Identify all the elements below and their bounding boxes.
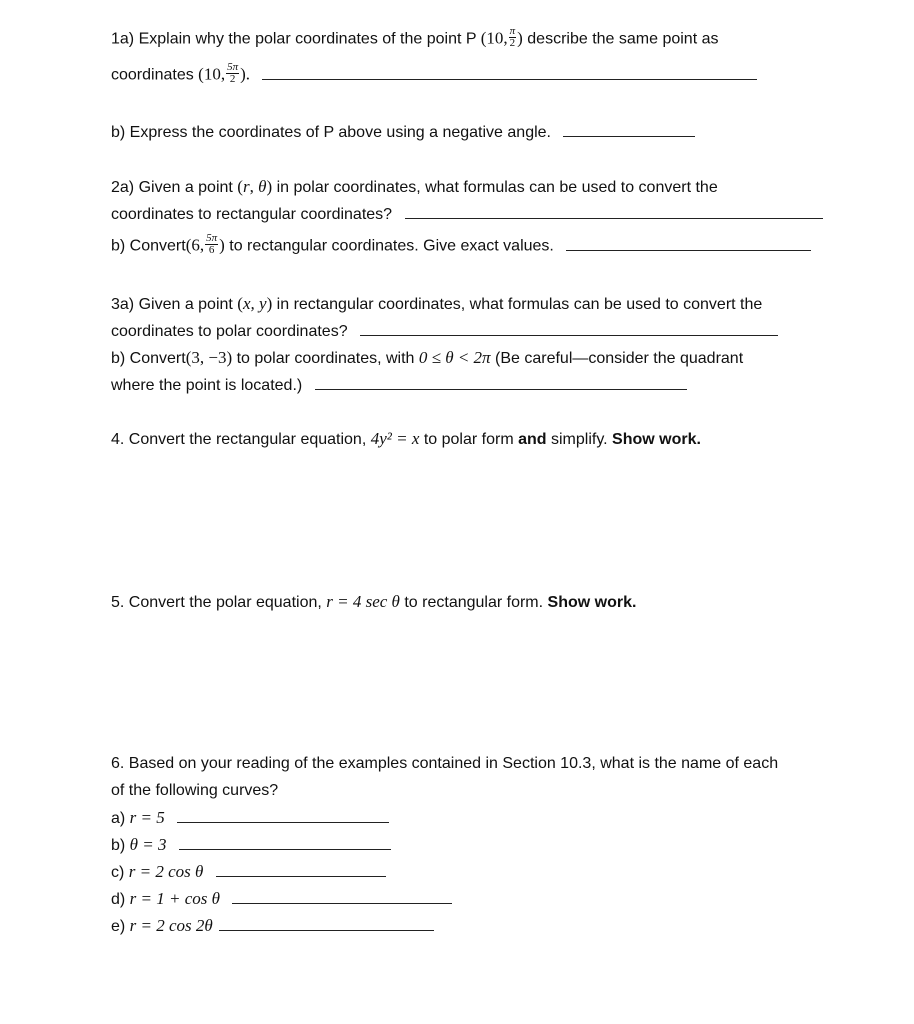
q3a-answer-blank[interactable] [360, 321, 778, 336]
q4-line: 4. Convert the rectangular equation, 4y² = x to polar form and simplify. Show work. [111, 429, 701, 448]
q6-line2: of the following curves? [111, 782, 279, 799]
q1a-theta2-fraction: $\frac{5\pi}{2}$ [227, 61, 239, 85]
q2a-line2: coordinates to rectangular coordinates? [111, 204, 823, 225]
q1a-answer-blank[interactable] [262, 65, 757, 80]
q6-item-a: a) r = 5 [111, 808, 389, 829]
q6-line1: 6. Based on your reading of the examples contained in Section 10.3, what is the name of each [111, 755, 779, 772]
q3a-line2: coordinates to polar coordinates? [111, 321, 778, 342]
q3b-line1: b) Convert(3, −3) to polar coordinates, with 0 ≤ θ < 2π (Be careful—consider the quadrant [111, 348, 744, 367]
q6a-answer-blank[interactable] [177, 808, 389, 823]
q1a-line2: coordinates (10, $\frac{5\pi}{2}$ ). [111, 64, 757, 87]
q6-item-c: c) r = 2 cos θ [111, 862, 386, 883]
q2a-line1: 2a) Given a point (r, θ) in polar coordinates, what formulas can be used to convert the [111, 177, 718, 196]
q2b-theta-fraction: $\frac{5\pi}{6}$ [206, 232, 218, 256]
q3b-line2: where the point is located.) [111, 375, 687, 396]
q1a-point-r: 10, [486, 28, 508, 48]
q1b-line: b) Express the coordinates of P above using a negative angle. [111, 122, 695, 143]
q2a-answer-blank[interactable] [405, 204, 823, 219]
q6c-answer-blank[interactable] [216, 862, 386, 877]
q6e-answer-blank[interactable] [219, 916, 434, 931]
q3b-answer-blank[interactable] [315, 375, 687, 390]
q1b-answer-blank[interactable] [563, 122, 695, 137]
q5-line: 5. Convert the polar equation, r = 4 sec θ to rectangular form. Show work. [111, 592, 637, 611]
q1a-line1: 1a) Explain why the polar coordinates of the point P (10, $\frac{\pi}{2}$ ) describe the same point as [111, 25, 719, 49]
q3a-line1: 3a) Given a point (x, y) in rectangular coordinates, what formulas can be used to convert the [111, 294, 763, 313]
q2b-answer-blank[interactable] [566, 236, 811, 251]
q6d-answer-blank[interactable] [232, 889, 452, 904]
q6-item-e: e) r = 2 cos 2θ [111, 916, 434, 937]
q6-item-d: d) r = 1 + cos θ [111, 889, 452, 910]
q6b-answer-blank[interactable] [179, 835, 391, 850]
q6-item-b: b) θ = 3 [111, 835, 391, 856]
q2b-line: b) Convert(6, $\frac{5\pi}{6}$ ) to rectangular coordinates. Give exact values. [111, 235, 811, 258]
q1a-theta-fraction: $\frac{\pi}{2}$ [509, 25, 516, 49]
